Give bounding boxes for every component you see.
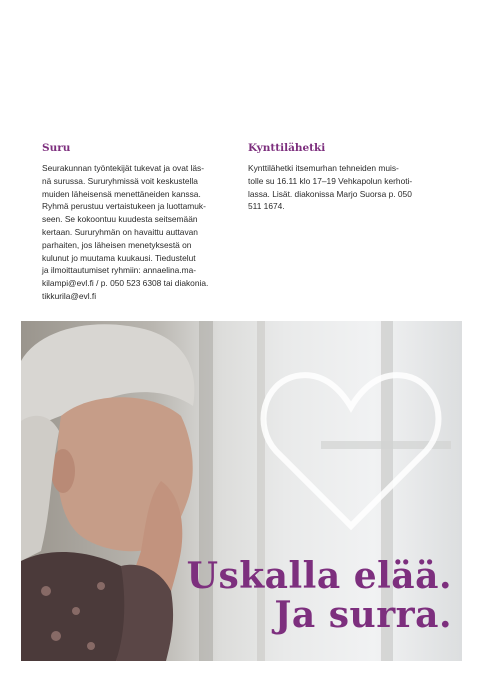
- suru-body: [42, 162, 238, 303]
- suru-section: [42, 142, 238, 303]
- kynttilahetki-section: [248, 142, 448, 213]
- kynttilahetki-line: tolle su 16.11 klo 17–19 Vehkapolun kerhoti-: [248, 175, 413, 186]
- slogan-line-1: Uskalla elää.: [186, 555, 452, 597]
- window-frame: [257, 321, 265, 661]
- suru-heading: Suru: [42, 142, 71, 154]
- window-frame: [199, 321, 213, 661]
- kynttilahetki-line: Kynttilähetki itsemurhan tehneiden muis-: [248, 163, 399, 173]
- suru-line: kulunut jo muutama kuukausi. Tiedustelut: [42, 252, 196, 263]
- suru-line: seen. Se kokoontuu kuudesta seitsemään: [42, 214, 198, 225]
- woman-hair: [21, 416, 59, 561]
- suru-line: nä surussa. Sururyhmissä voit keskustella: [42, 175, 198, 186]
- suru-line: kilampi@evl.fi / p. 050 523 6308 tai diakonia.: [42, 278, 209, 289]
- woman-dress: [21, 552, 126, 661]
- suru-line: Ryhmä perustuu vertaistukeen ja luottamuk-: [42, 201, 206, 212]
- kynttilahetki-line: 511 1674.: [248, 201, 285, 212]
- suru-line: parhaiten, jos läheisen menetyksestä on: [42, 239, 192, 250]
- suru-line: muiden läheisensä menettäneiden kanssa.: [42, 188, 201, 199]
- suru-line: Seurakunnan työntekijät tukevat ja ovat läs-: [42, 163, 205, 173]
- suru-line: ja ilmoittautumiset ryhmiin: annaelina.ma-: [42, 265, 197, 276]
- kynttilahetki-body: [248, 162, 448, 213]
- kynttilahetki-heading: Kynttilähetki: [248, 142, 326, 154]
- suru-line: kertaan. Sururyhmän on havaittu auttavan: [42, 226, 198, 237]
- suru-line: tikkurila@evl.fi: [42, 290, 97, 301]
- heart-icon: [264, 375, 439, 526]
- slogan-line-2: Ja surra.: [274, 594, 452, 636]
- kynttilahetki-line: lassa. Lisät. diakonissa Marjo Suorsa p. 050: [248, 188, 412, 199]
